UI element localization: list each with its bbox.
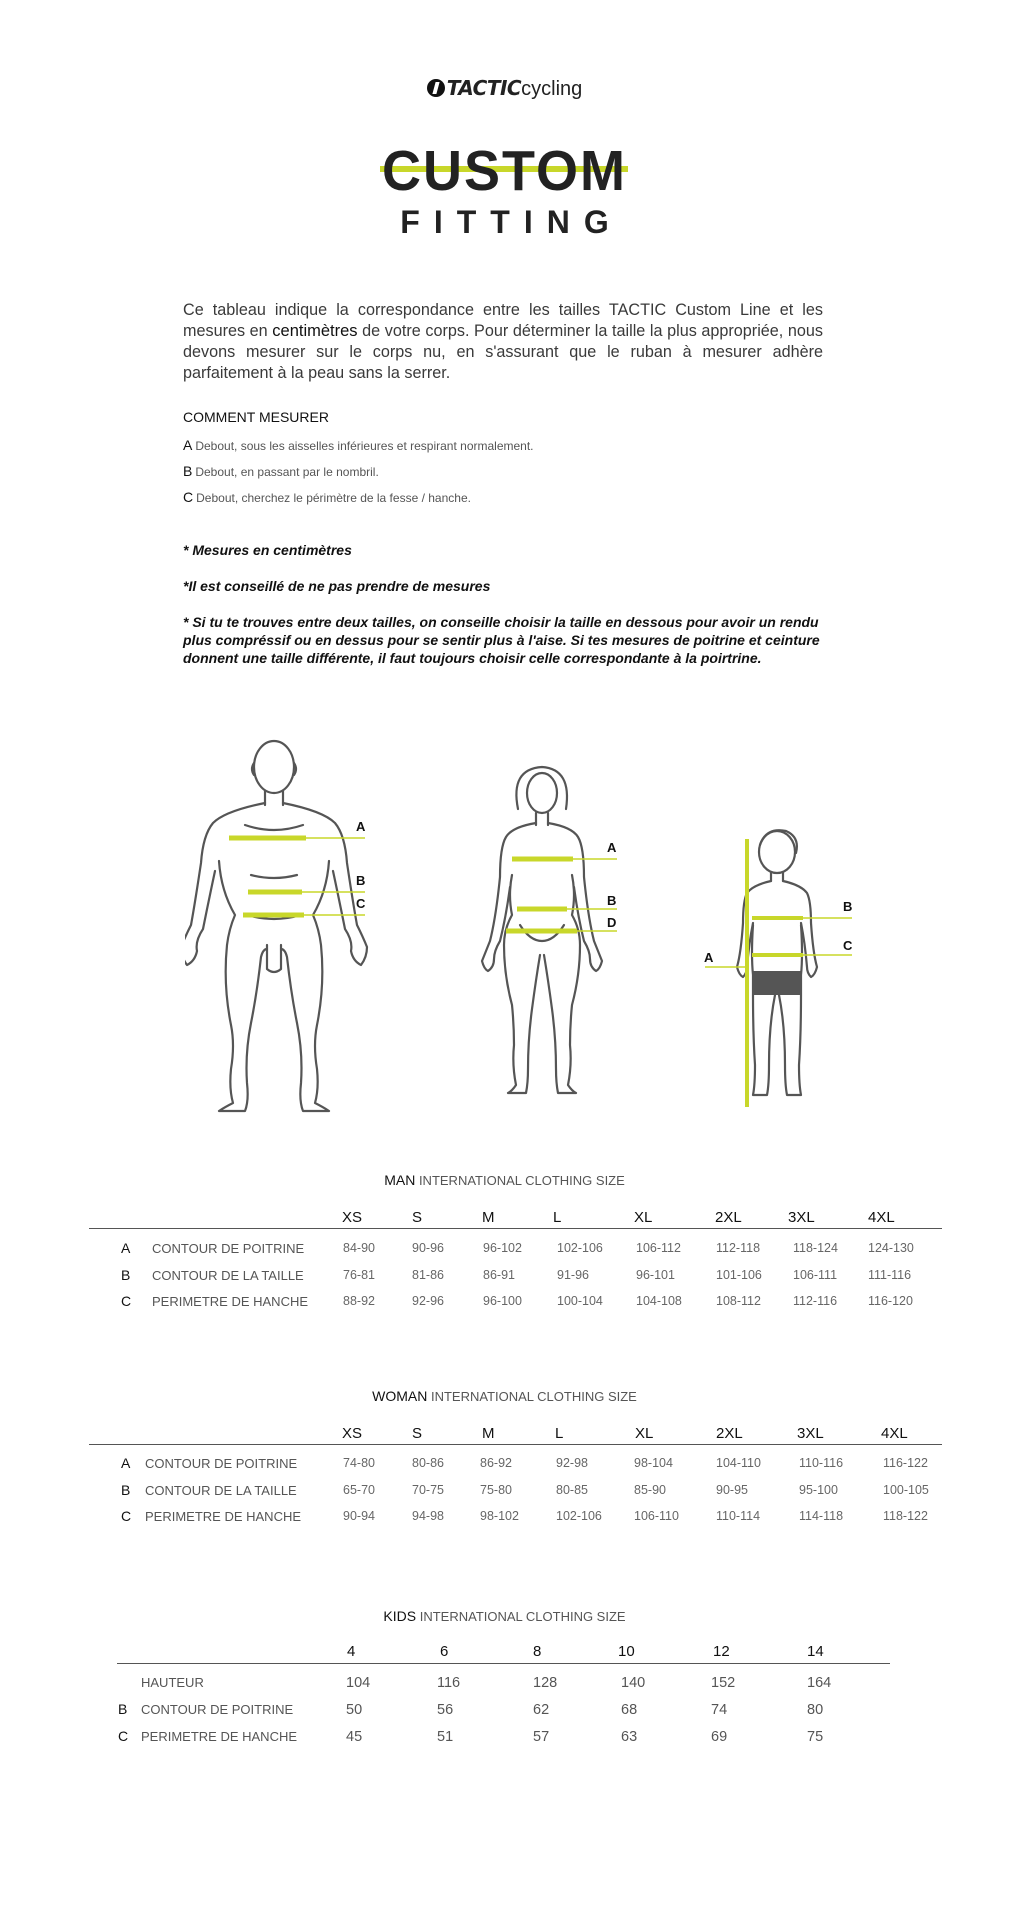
man-row-label: PERIMETRE DE HANCHE	[152, 1294, 309, 1309]
woman-cell: 104-110	[716, 1456, 761, 1470]
man-figure	[185, 735, 375, 1115]
man-cell: 104-108	[636, 1294, 682, 1308]
woman-size-header: S	[412, 1425, 423, 1442]
kids-size-header: 6	[440, 1643, 449, 1660]
man-cell: 96-102	[483, 1241, 522, 1255]
page-title: CUSTOM	[381, 139, 627, 203]
page-subtitle: FITTING	[400, 204, 623, 240]
man-row-label: CONTOUR DE LA TAILLE	[152, 1268, 304, 1283]
woman-row-label: CONTOUR DE LA TAILLE	[145, 1483, 297, 1498]
kids-cell: 50	[346, 1702, 363, 1718]
kids-cell: 68	[621, 1702, 638, 1718]
how-item-c: C Debout, cherchez le périmètre de la fesse / hanche.	[183, 489, 471, 505]
woman-cell: 102-106	[556, 1509, 602, 1523]
kids-size-header: 12	[713, 1643, 730, 1660]
man-cell: 84-90	[343, 1241, 375, 1255]
woman-cell: 95-100	[799, 1483, 838, 1497]
man-cell: 91-96	[557, 1268, 589, 1282]
woman-label-a: A	[607, 840, 617, 855]
man-size-header: S	[412, 1209, 423, 1226]
woman-cell: 90-94	[343, 1509, 375, 1523]
man-cell: 118-124	[793, 1241, 838, 1255]
woman-row-label: CONTOUR DE POITRINE	[145, 1456, 298, 1471]
man-cell: 76-81	[343, 1268, 375, 1282]
woman-cell: 70-75	[412, 1483, 444, 1497]
man-cell: 96-101	[636, 1268, 675, 1282]
woman-cell: 65-70	[343, 1483, 375, 1497]
how-item-b: B Debout, en passant par le nombril.	[183, 463, 379, 479]
note-no-measure: *Il est conseillé de ne pas prendre de mesures	[183, 578, 491, 594]
man-size-header: XS	[342, 1209, 363, 1226]
woman-cell: 75-80	[480, 1483, 512, 1497]
man-size-header: 2XL	[715, 1209, 742, 1226]
woman-cell: 85-90	[634, 1483, 666, 1497]
woman-size-header: M	[482, 1425, 495, 1442]
man-cell: 100-104	[557, 1294, 603, 1308]
kids-cell: 104	[346, 1675, 371, 1691]
woman-size-header: XL	[635, 1425, 654, 1442]
woman-label-b: B	[607, 893, 617, 908]
man-cell: 108-112	[716, 1294, 761, 1308]
man-cell: 96-100	[483, 1294, 522, 1308]
kids-size-header: 14	[807, 1643, 824, 1660]
man-table-rule	[89, 1228, 942, 1229]
logo-text-thin: cycling	[521, 78, 583, 100]
kid-label-a: A	[704, 950, 714, 965]
intro-emphasis: centimètres	[272, 322, 358, 340]
kids-cell: 69	[711, 1729, 728, 1745]
man-row-key: C	[121, 1293, 132, 1309]
kids-cell: 74	[711, 1702, 728, 1718]
woman-row-key: C	[121, 1508, 132, 1524]
woman-cell: 114-118	[799, 1509, 844, 1523]
kids-cell: 63	[621, 1729, 638, 1745]
kids-cell: 45	[346, 1729, 363, 1745]
kids-cell: 116	[437, 1675, 461, 1691]
woman-table-rule	[89, 1444, 942, 1445]
man-label-a: A	[356, 819, 366, 834]
woman-cell: 86-92	[480, 1456, 512, 1470]
woman-cell: 106-110	[634, 1509, 679, 1523]
woman-cell: 80-85	[556, 1483, 588, 1497]
woman-cell: 94-98	[412, 1509, 444, 1523]
woman-cell: 90-95	[716, 1483, 748, 1497]
woman-size-header: 4XL	[881, 1425, 908, 1442]
woman-cell: 100-105	[883, 1483, 929, 1497]
kids-cell: 75	[807, 1729, 824, 1745]
woman-size-header: 2XL	[716, 1425, 743, 1442]
man-cell: 111-116	[868, 1268, 912, 1282]
woman-size-header: XS	[342, 1425, 363, 1442]
man-size-header: M	[482, 1209, 495, 1226]
kids-table-rule	[117, 1663, 890, 1664]
man-size-header: L	[553, 1209, 562, 1226]
man-cell: 88-92	[343, 1294, 375, 1308]
man-cell: 102-106	[557, 1241, 603, 1255]
logo-icon	[427, 79, 445, 97]
woman-cell: 98-102	[480, 1509, 519, 1523]
woman-cell: 116-122	[883, 1456, 928, 1470]
man-cell: 90-96	[412, 1241, 444, 1255]
man-row-label: CONTOUR DE POITRINE	[152, 1241, 305, 1256]
man-cell: 116-120	[868, 1294, 913, 1308]
man-cell: 92-96	[412, 1294, 444, 1308]
man-table-title: MAN INTERNATIONAL CLOTHING SIZE	[384, 1172, 625, 1188]
note-between-sizes: * Si tu te trouves entre deux tailles, on conseille choisir la taille en dessous pour avoir un rendu plus compréssif ou en dessus pour se sentir plus à l'aise. Si tes mesures de poitrine et ceinture donnent une taille différente, il faut toujours choisir celle correspondante à la poirtrine.	[183, 614, 820, 666]
kids-cell: 62	[533, 1702, 550, 1718]
man-cell: 81-86	[412, 1268, 444, 1282]
kid-label-b: B	[843, 899, 853, 914]
kids-cell: 140	[621, 1675, 646, 1691]
kid-figure	[700, 825, 855, 1117]
woman-size-header: 3XL	[797, 1425, 824, 1442]
woman-cell: 98-104	[634, 1456, 673, 1470]
kids-cell: 80	[807, 1702, 824, 1718]
man-label-b: B	[356, 873, 366, 888]
man-size-header: 4XL	[868, 1209, 895, 1226]
kids-cell: 128	[533, 1675, 558, 1691]
kids-cell: 57	[533, 1729, 550, 1745]
man-label-c: C	[356, 896, 366, 911]
kids-cell: 152	[711, 1675, 736, 1691]
man-cell: 112-116	[793, 1294, 838, 1308]
kids-row-key: B	[118, 1701, 128, 1717]
woman-size-header: L	[555, 1425, 564, 1442]
man-size-header: XL	[634, 1209, 653, 1226]
man-row-key: A	[121, 1240, 131, 1256]
kids-size-header: 10	[618, 1643, 635, 1660]
kids-size-header: 4	[347, 1643, 356, 1660]
man-cell: 101-106	[716, 1268, 762, 1282]
man-cell: 106-112	[636, 1241, 681, 1255]
woman-row-key: B	[121, 1482, 131, 1498]
kids-row-label: HAUTEUR	[141, 1675, 204, 1690]
man-size-header: 3XL	[788, 1209, 815, 1226]
kids-cell: 51	[437, 1729, 454, 1745]
kids-size-header: 8	[533, 1643, 542, 1660]
kids-cell: 56	[437, 1702, 454, 1718]
man-cell: 86-91	[483, 1268, 515, 1282]
man-cell: 124-130	[868, 1241, 914, 1255]
woman-figure	[460, 765, 625, 1117]
kids-cell: 164	[807, 1675, 832, 1691]
brand-logo	[0, 76, 1009, 101]
woman-row-key: A	[121, 1455, 131, 1471]
logo-text-bold: TACTIC	[446, 76, 522, 100]
woman-cell: 92-98	[556, 1456, 588, 1470]
kids-row-label: PERIMETRE DE HANCHE	[141, 1729, 298, 1744]
kids-row-label: CONTOUR DE POITRINE	[141, 1702, 294, 1717]
kids-row-key: C	[118, 1728, 129, 1744]
note-centimeters: * Mesures en centimètres	[183, 542, 352, 558]
woman-cell: 110-116	[799, 1456, 844, 1470]
woman-cell: 80-86	[412, 1456, 444, 1470]
woman-cell: 118-122	[883, 1509, 928, 1523]
man-row-key: B	[121, 1267, 131, 1283]
intro-paragraph: Ce tableau indique la correspondance entre les tailles TACTIC Custom Line et les mesures en centimètres de votre corps. Pour déterminer la taille la plus appropriée, nous devons mesurer sur le corps nu, en s'assurant que le ruban à mesurer adhère parfaitement à la peau sans la serrer.	[183, 301, 823, 382]
how-item-a: A Debout, sous les aisselles inférieures et respirant normalement.	[183, 437, 534, 453]
kid-label-c: C	[843, 938, 853, 953]
man-cell: 112-118	[716, 1241, 761, 1255]
how-to-measure-title: COMMENT MESURER	[183, 409, 329, 425]
woman-cell: 74-80	[343, 1456, 375, 1470]
man-cell: 106-111	[793, 1268, 838, 1282]
woman-cell: 110-114	[716, 1509, 761, 1523]
woman-table-title: WOMAN INTERNATIONAL CLOTHING SIZE	[372, 1388, 637, 1404]
woman-row-label: PERIMETRE DE HANCHE	[145, 1509, 302, 1524]
woman-label-d: D	[607, 915, 617, 930]
kids-table-title: KIDS INTERNATIONAL CLOTHING SIZE	[383, 1608, 626, 1624]
